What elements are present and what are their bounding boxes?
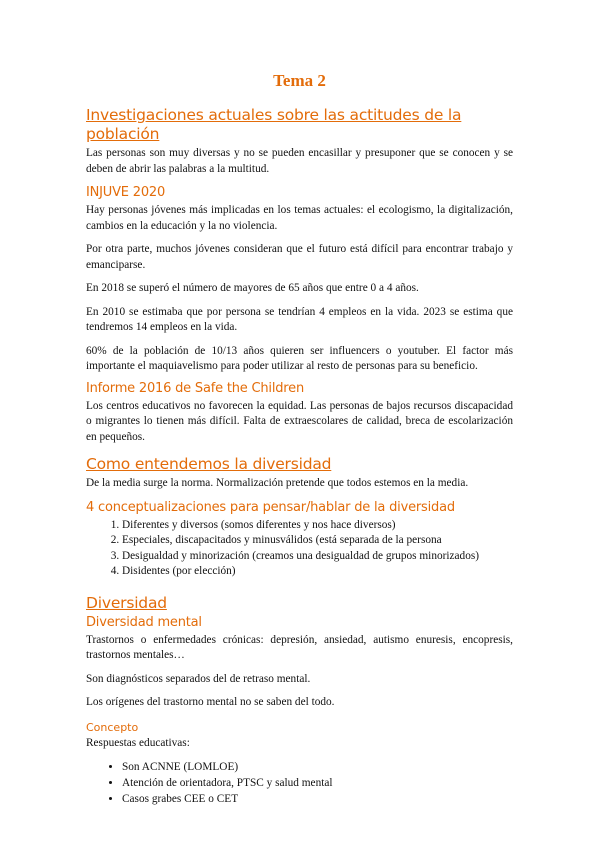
list-item: 2. Especiales, discapacitados y minusválidos (está separada de la persona — [122, 533, 513, 549]
paragraph: Son diagnósticos separados del de retraso mental. — [86, 672, 311, 685]
document-title: Tema 2 — [273, 71, 326, 90]
heading-concepto: Concepto — [86, 720, 139, 734]
paragraph: Las personas son muy diversas y no se pueden encasillar y presuponer que se conocen y se deben de abrir las palabras a la multitud. — [86, 147, 513, 175]
list-item: 1. Diferentes y diversos (somos diferentes y nos hace diversos) — [122, 518, 513, 534]
respuestas-list — [86, 759, 513, 807]
heading-diversidad-mental: Diversidad mental — [86, 614, 202, 630]
paragraph: Trastornos o enfermedades crónicas: depresión, ansiedad, autismo enuresis, encopresis, trastornos mentales… — [86, 633, 513, 661]
paragraph: Respuestas educativas: — [86, 736, 190, 749]
heading-conceptualizaciones: 4 conceptualizaciones para pensar/hablar de la diversidad — [86, 499, 455, 515]
paragraph: En 2010 se estimaba que por persona se tendrían 4 empleos en la vida. 2023 se estima que tendremos 14 empleos en la vida. — [86, 305, 513, 333]
paragraph: Por otra parte, muchos jóvenes consideran que el futuro está difícil para encontrar trabajo y emanciparse. — [86, 243, 513, 271]
list-item: • Atención de orientadora, PTSC y salud mental — [122, 775, 513, 791]
paragraph: De la media surge la norma. Normalización pretende que todos estemos en la media. — [86, 477, 469, 489]
list-item: 4. Disidentes (por elección) — [122, 564, 513, 580]
heading-diversidad: Diversidad — [86, 593, 167, 612]
paragraph: En 2018 se superó el número de mayores de 65 años que entre 0 a 4 años. — [86, 282, 419, 294]
heading-injuve: INJUVE 2020 — [86, 185, 166, 200]
paragraph: Los centros educativos no favorecen la equidad. Las personas de bajos recursos discapacidad o migrantes lo tienen más difícil. Falta de extraescolares de calidad, breca de escolarización en pequeños. — [86, 399, 513, 443]
conceptualizaciones-list — [86, 518, 513, 580]
list-item: 3. Desigualdad y minorización (creamos una desigualdad de grupos minorizados) — [122, 549, 513, 565]
heading-investigaciones: Investigaciones actuales sobre las actitudes de la población — [86, 106, 462, 143]
heading-como-entendemos: Como entendemos la diversidad — [86, 455, 332, 473]
list-item: • Casos grabes CEE o CET — [122, 791, 513, 807]
paragraph: 60% de la población de 10/13 años quieren ser influencers o youtuber. El factor más importante el maquiavelismo para poder utilizar al resto de personas para su beneficio. — [86, 344, 513, 372]
heading-informe-2016: Informe 2016 de Safe the Children — [86, 380, 304, 396]
list-item: • Son ACNNE (LOMLOE) — [122, 759, 513, 775]
paragraph: Hay personas jóvenes más implicadas en los temas actuales: el ecologismo, la digitalización, cambios en la educación y la no violencia. — [86, 204, 513, 232]
paragraph: Los orígenes del trastorno mental no se saben del todo. — [86, 696, 335, 708]
